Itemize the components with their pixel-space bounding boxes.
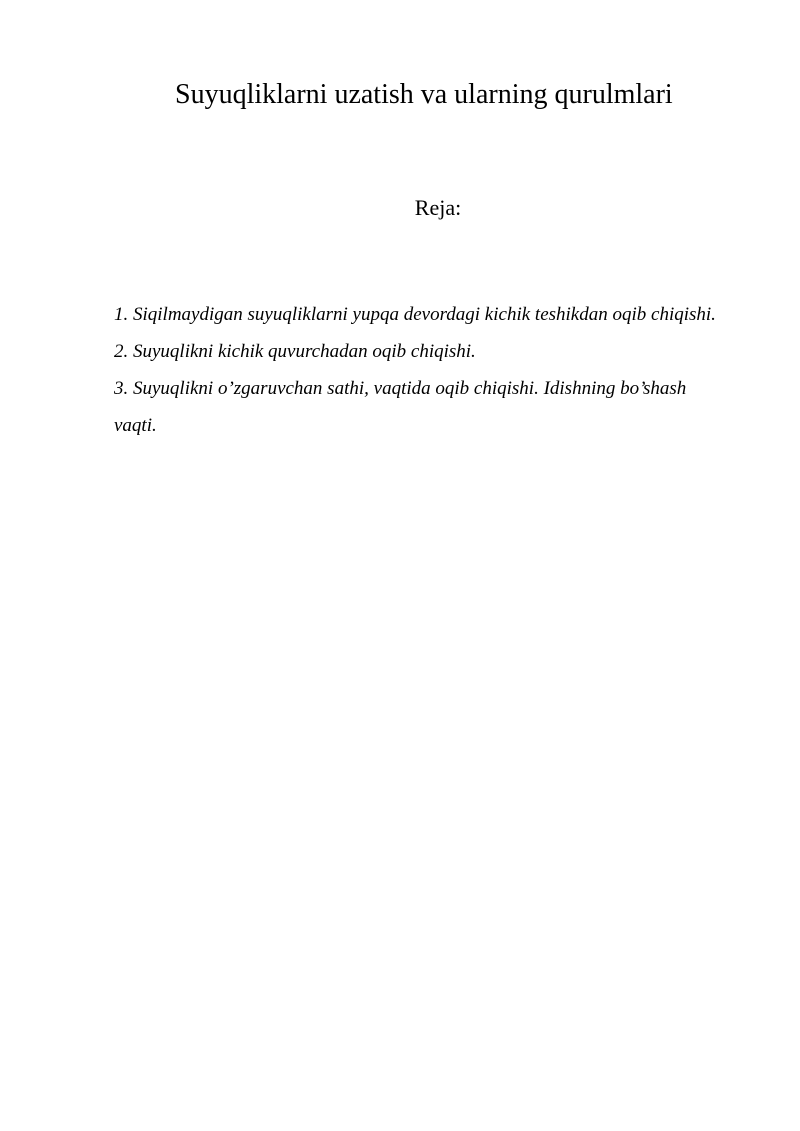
plan-item-text: Suyuqlikni kichik quvurchadan oqib chiqishi. [133, 341, 476, 362]
plan-item-number: 2. [114, 341, 129, 362]
plan-item-number: 1. [114, 304, 129, 325]
document-title: Suyuqliklarni uzatish va ularning qurulmlari [175, 79, 673, 110]
plan-heading: Reja: [414, 195, 462, 220]
plan-item-number: 3. [114, 378, 129, 399]
plan-item-text: Siqilmaydigan suyuqliklarni yupqa devordagi kichik teshikdan oqib chiqishi. [133, 304, 716, 325]
plan-item-3 [114, 370, 726, 444]
plan-item-2 [114, 333, 726, 370]
plan-item-text: Suyuqlikni o’zgaruvchan sathi, vaqtida oqib chiqishi. Idishning bo’shash vaqti. [114, 378, 687, 436]
plan-list [114, 296, 726, 444]
plan-item-1 [114, 296, 726, 333]
